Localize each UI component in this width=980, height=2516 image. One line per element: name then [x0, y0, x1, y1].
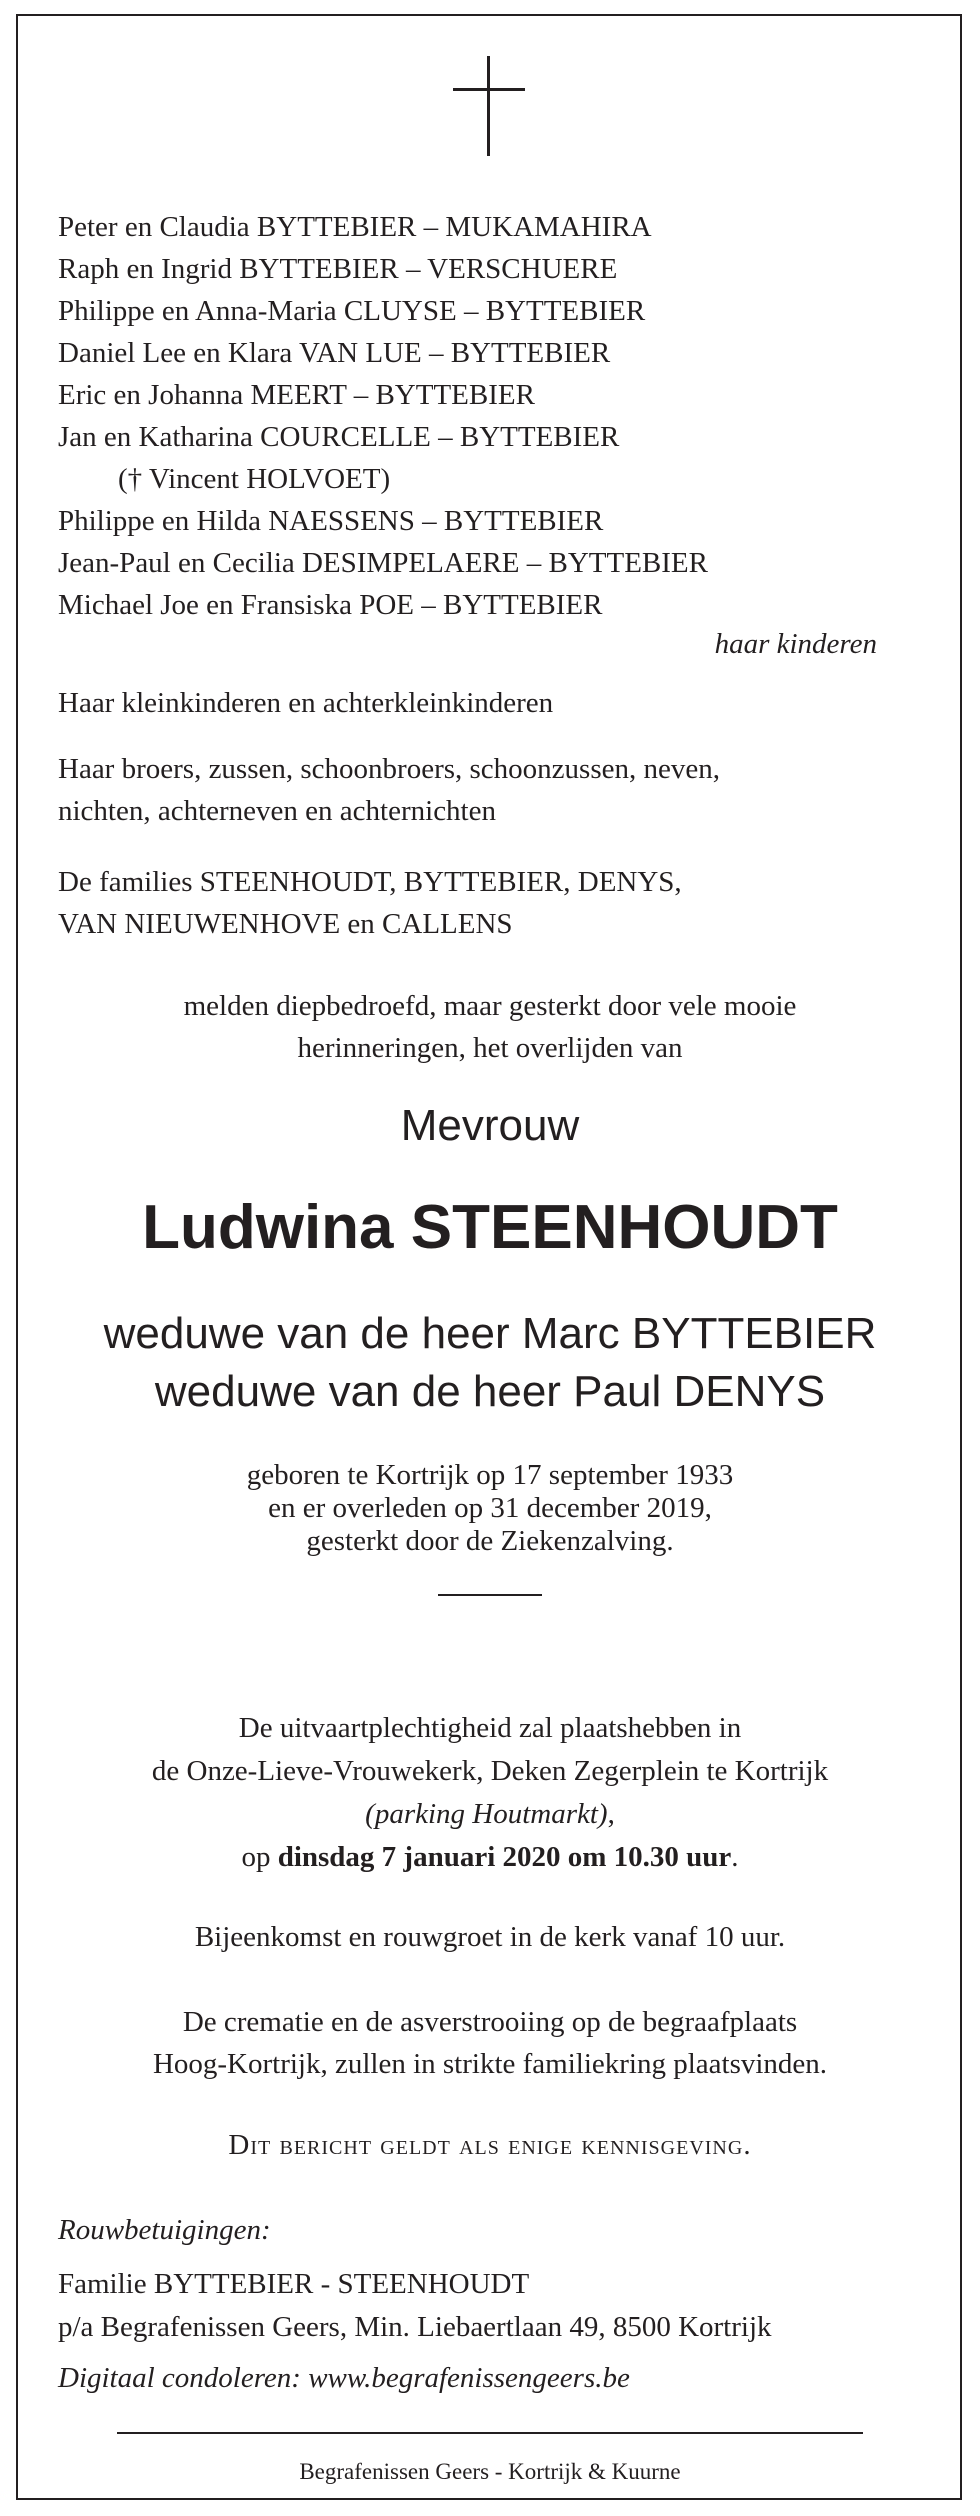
deceased-name: Ludwina STEENHOUDT — [142, 1193, 838, 1262]
child-line: Philippe en Hilda NAESSENS – BYTTEBIER — [58, 505, 604, 537]
contact-block — [58, 2264, 938, 2350]
divider-long — [117, 2432, 863, 2434]
families-line: De families STEENHOUDT, BYTTEBIER, DENYS, — [58, 866, 682, 898]
widow-block — [30, 1305, 950, 1421]
contact-address: p/a Begrafenissen Geers, Min. Liebaertlaan 49, 8500 Kortrijk — [58, 2311, 772, 2343]
family-block — [58, 749, 938, 833]
child-line: Jean-Paul en Cecilia DESIMPELAERE – BYTTEBIER — [58, 547, 708, 579]
child-line-memoriam: († Vincent HOLVOET) — [118, 463, 391, 495]
condolences-label: Rouwbetuigingen: — [58, 2214, 271, 2246]
latin-cross-icon — [453, 56, 525, 156]
cremation-line: De crematie en de asverstrooiing op de begraafplaats — [182, 2006, 798, 2038]
announcement-line: melden diepbedroefd, maar gesterkt door vele mooie — [183, 990, 797, 1022]
sacrament-line: gesterkt door de Ziekenzalving. — [306, 1525, 674, 1557]
notice-line: Dit bericht geldt als enige kennisgeving. — [228, 2129, 752, 2161]
child-line: Raph en Ingrid BYTTEBIER – VERSCHUERE — [58, 253, 618, 285]
children-list — [58, 207, 938, 627]
announcement-line: herinneringen, het overlijden van — [297, 1032, 683, 1064]
ceremony-line: De uitvaartplechtigheid zal plaatshebben in — [238, 1712, 742, 1744]
divider-short — [438, 1594, 542, 1596]
child-line: Daniel Lee en Klara VAN LUE – BYTTEBIER — [58, 337, 611, 369]
children-label: haar kinderen — [714, 628, 877, 660]
birth-line: geboren te Kortrijk op 17 september 1933 — [246, 1459, 734, 1491]
ceremony-date-suffix: . — [731, 1841, 739, 1873]
ceremony-parking-line — [30, 1794, 950, 1837]
gathering-line: Bijeenkomst en rouwgroet in de kerk vanaf 10 uur. — [194, 1921, 786, 1953]
ceremony-date-line — [30, 1837, 950, 1880]
family-line: Haar broers, zussen, schoonbroers, schoonzussen, neven, — [58, 753, 720, 785]
digital-condolence-link[interactable]: Digitaal condoleren: www.begrafenissengeers.be — [58, 2362, 630, 2394]
widow-line: weduwe van de heer Paul DENYS — [154, 1367, 826, 1416]
child-line: Michael Joe en Fransiska POE – BYTTEBIER — [58, 589, 603, 621]
families-block — [58, 862, 938, 946]
child-line: Jan en Katharina COURCELLE – BYTTEBIER — [58, 421, 620, 453]
birth-death-block — [30, 1455, 950, 1557]
announcement-block — [30, 986, 950, 1070]
ceremony-location: de Onze-Lieve-Vrouwekerk, Deken Zegerplein te Kortrijk — [151, 1755, 829, 1787]
child-line: Eric en Johanna MEERT – BYTTEBIER — [58, 379, 535, 411]
cremation-line: Hoog-Kortrijk, zullen in strikte familiekring plaatsvinden. — [152, 2048, 828, 2080]
ceremony-block — [30, 1708, 950, 1880]
death-line: en er overleden op 31 december 2019, — [268, 1492, 712, 1524]
grandchildren-line: Haar kleinkinderen en achterkleinkinderen — [58, 687, 554, 719]
ceremony-parking: (parking Houtmarkt) — [365, 1798, 608, 1830]
families-line: VAN NIEUWENHOVE en CALLENS — [58, 908, 513, 940]
widow-line: weduwe van de heer Marc BYTTEBIER — [103, 1309, 877, 1358]
cremation-block — [30, 2002, 950, 2086]
ceremony-date-prefix: op — [241, 1841, 278, 1873]
honorific: Mevrouw — [400, 1101, 580, 1150]
footer-funeral-home: Begrafenissen Geers - Kortrijk & Kuurne — [299, 2459, 681, 2484]
ceremony-date: dinsdag 7 januari 2020 om 10.30 uur — [277, 1841, 732, 1873]
child-line: Peter en Claudia BYTTEBIER – MUKAMAHIRA — [58, 211, 652, 243]
family-line: nichten, achterneven en achternichten — [58, 795, 496, 827]
contact-name: Familie BYTTEBIER - STEENHOUDT — [58, 2268, 530, 2300]
ceremony-parking-suffix: , — [607, 1798, 615, 1830]
child-line: Philippe en Anna-Maria CLUYSE – BYTTEBIER — [58, 295, 646, 327]
